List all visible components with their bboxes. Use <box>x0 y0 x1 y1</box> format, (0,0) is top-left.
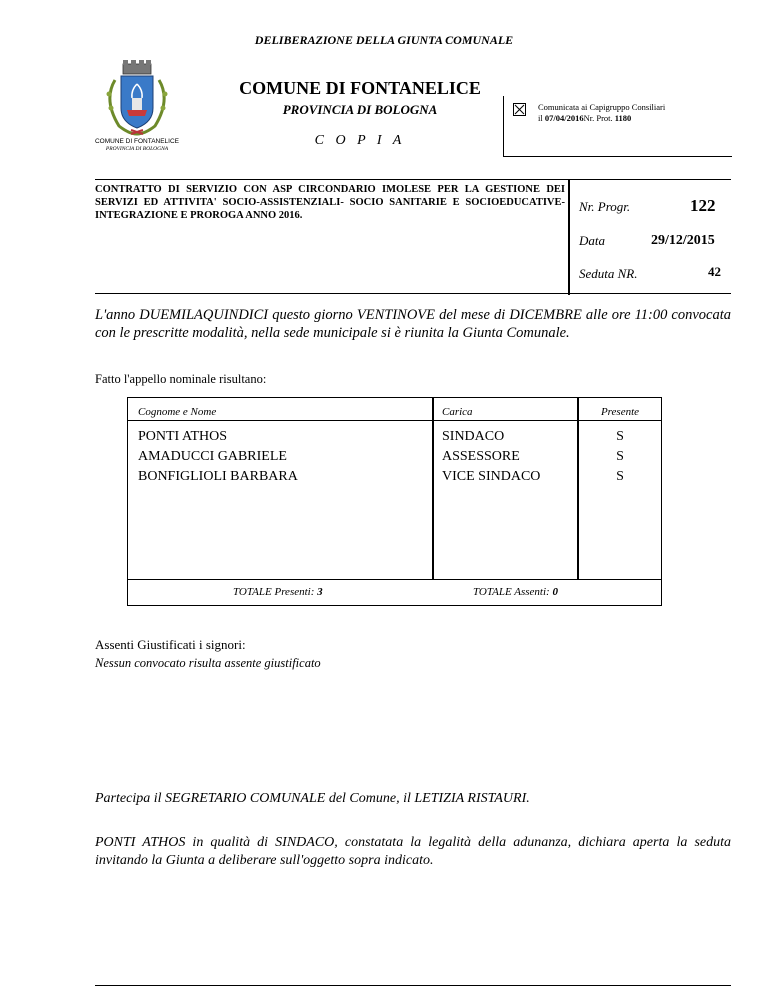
footer-rule <box>95 985 731 986</box>
totale-assenti <box>473 586 558 598</box>
copia-label: C O P I A <box>314 133 406 148</box>
totale-presenti <box>233 586 323 598</box>
table-cell-presente: S <box>616 469 624 484</box>
table-column-rule <box>432 398 434 579</box>
table-column-rule <box>577 398 579 579</box>
oggetto-vertical-rule <box>568 179 570 295</box>
assenti-heading: Assenti Giustificati i signori: <box>95 637 246 652</box>
table-cell-presente: S <box>616 449 624 464</box>
table-header-rule <box>128 420 661 421</box>
seduta-value: 42 <box>708 264 721 279</box>
totale-presenti-label: TOTALE Presenti: <box>233 586 315 598</box>
header-carica: Carica <box>442 406 473 418</box>
comunicata-date: 07/04/2016 <box>544 113 584 123</box>
comunicata-line2 <box>538 113 665 124</box>
seduta-label: Seduta NR. <box>579 266 638 281</box>
header-cognome-nome: Cognome e Nome <box>138 406 217 418</box>
totale-assenti-label: TOTALE Assenti: <box>473 586 550 598</box>
oggetto-top-rule <box>95 179 731 180</box>
table-cell-carica: VICE SINDACO <box>442 469 541 484</box>
progr-label: Nr. Progr. <box>579 199 631 214</box>
assenti-value: Nessun convocato risulta assente giustificato <box>95 656 321 670</box>
table-column-nomi <box>138 427 298 487</box>
totale-presenti-value: 3 <box>317 586 323 598</box>
table-cell-carica: ASSESSORE <box>442 449 520 464</box>
data-value: 29/12/2015 <box>651 233 715 248</box>
comunicata-prot-label: Nr. Prot. <box>583 113 615 123</box>
checked-checkbox-icon <box>513 103 526 116</box>
comunicata-text <box>538 102 665 124</box>
intro-paragraph: L'anno DUEMILAQUINDICI questo giorno VENTINOVE del mese di DICEMBRE alle ore 11:00 convocata con le prescritte modalità, nella sede municipale si è riunita la Giunta Comunale. <box>95 307 731 341</box>
presence-table <box>127 397 662 606</box>
comunicata-line1: Comunicata ai Capigruppo Consiliari <box>538 102 666 112</box>
table-cell-nome: PONTI ATHOS <box>138 429 228 444</box>
partecipa-text: Partecipa il SEGRETARIO COMUNALE del Comune, il LETIZIA RISTAURI. <box>95 791 530 806</box>
logo-caption-provincia: PROVINCIA DI BOLOGNA <box>105 146 169 152</box>
table-cell-presente: S <box>616 429 624 444</box>
totale-assenti-value: 0 <box>552 586 558 598</box>
logo-caption-comune: COMUNE DI FONTANELICE <box>94 138 180 145</box>
table-column-presenze <box>579 427 661 487</box>
appello-text: Fatto l'appello nominale risultano: <box>95 372 267 386</box>
progr-value: 122 <box>690 196 716 215</box>
table-column-cariche <box>442 427 540 487</box>
provincia-name: PROVINCIA DI BOLOGNA <box>282 102 438 117</box>
table-cell-nome: BONFIGLIOLI BARBARA <box>138 469 298 484</box>
data-label: Data <box>579 233 605 248</box>
dichiara-paragraph: PONTI ATHOS in qualità di SINDACO, constatata la legalità della adunanza, dichiara aperta la seduta invitando la Giunta a deliberare sull'oggetto sopra indicato. <box>95 835 731 868</box>
comunicata-prot: 1180 <box>614 113 632 123</box>
header-presente: Presente <box>600 406 640 418</box>
oggetto-bottom-rule <box>95 293 731 294</box>
document-header-title: DELIBERAZIONE DELLA GIUNTA COMUNALE <box>254 33 514 47</box>
oggetto-text: CONTRATTO DI SERVIZIO CON ASP CIRCONDARIO IMOLESE PER LA GESTIONE DEI SERVIZI ED ATTIVITA' SOCIO-ASSISTENZIALI- SOCIO SANITARIE E SOCIOEDUCATIVE- INTEGRAZIONE E PROROGA ANNO 2016. <box>95 184 565 221</box>
table-footer-rule <box>128 579 661 580</box>
comune-name: COMUNE DI FONTANELICE <box>239 78 481 98</box>
table-cell-carica: SINDACO <box>442 429 505 444</box>
table-cell-nome: AMADUCCI GABRIELE <box>138 449 287 464</box>
comunicata-il: il <box>538 113 545 123</box>
